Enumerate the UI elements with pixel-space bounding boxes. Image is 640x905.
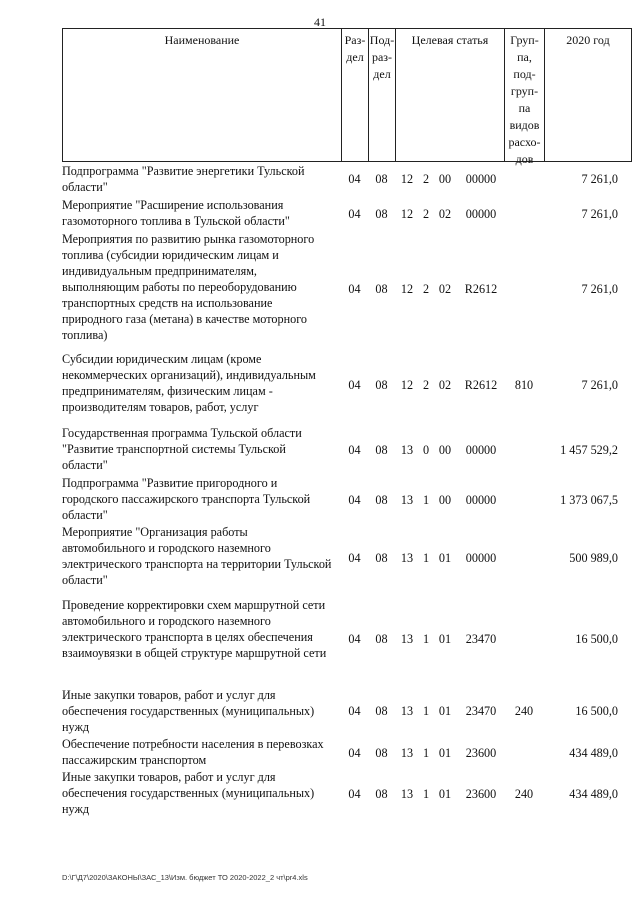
cell-podrazdel: 08 <box>375 172 388 186</box>
cell-target-event: 02 <box>438 207 452 221</box>
header-target: Целевая статья <box>396 29 505 161</box>
header-podrazdel: Под- раз- дел <box>369 29 396 161</box>
cell-target-event: 01 <box>438 746 452 760</box>
cell-name: Подпрограмма "Развитие энергетики Тульской области" <box>62 164 305 194</box>
cell-target-event: 02 <box>438 378 452 392</box>
cell-name: Обеспечение потребности населения в перевозках пассажирским транспортом <box>62 737 324 767</box>
cell-target-event: 00 <box>438 493 452 507</box>
cell-target-program: 12 <box>400 378 414 392</box>
cell-amount-2020: 7 261,0 <box>581 378 618 392</box>
cell-target-direction: R2612 <box>464 282 498 296</box>
cell-razdel: 04 <box>348 551 361 565</box>
cell-podrazdel: 08 <box>375 207 388 221</box>
cell-target-event: 01 <box>438 632 452 646</box>
cell-target-event: 00 <box>438 443 452 457</box>
cell-target-event: 02 <box>438 282 452 296</box>
cell-amount-2020: 16 500,0 <box>575 632 618 646</box>
cell-amount-2020: 434 489,0 <box>569 746 618 760</box>
cell-target-subprogram: 1 <box>422 493 430 507</box>
cell-expense-type: 240 <box>514 704 534 718</box>
cell-target-program: 13 <box>400 443 414 457</box>
cell-amount-2020: 16 500,0 <box>575 704 618 718</box>
cell-target-direction: 00000 <box>465 443 497 457</box>
cell-razdel: 04 <box>348 704 361 718</box>
cell-podrazdel: 08 <box>375 493 388 507</box>
cell-podrazdel: 08 <box>375 632 388 646</box>
cell-target-subprogram: 1 <box>422 787 430 801</box>
cell-podrazdel: 08 <box>375 704 388 718</box>
page-number: 41 <box>314 15 326 29</box>
cell-target-subprogram: 2 <box>422 378 430 392</box>
cell-podrazdel: 08 <box>375 746 388 760</box>
cell-target-subprogram: 1 <box>422 704 430 718</box>
cell-target-direction: 00000 <box>465 493 497 507</box>
cell-amount-2020: 7 261,0 <box>581 172 618 186</box>
cell-target-direction: 00000 <box>465 207 497 221</box>
cell-target-event: 01 <box>438 787 452 801</box>
cell-target-program: 13 <box>400 632 414 646</box>
cell-podrazdel: 08 <box>375 282 388 296</box>
cell-razdel: 04 <box>348 207 361 221</box>
cell-target-program: 13 <box>400 787 414 801</box>
table-header <box>62 28 632 166</box>
header-year: 2020 год <box>566 33 610 47</box>
cell-target-program: 12 <box>400 207 414 221</box>
cell-target-event: 00 <box>438 172 452 186</box>
cell-podrazdel: 08 <box>375 787 388 801</box>
cell-name: Субсидии юридическим лицам (кроме некоммерческих организаций), индивидуальным предпринимателям, физическим лицам - производителям товаров, работ, услуг <box>62 352 316 414</box>
cell-podrazdel: 08 <box>375 443 388 457</box>
cell-razdel: 04 <box>348 443 361 457</box>
cell-target-subprogram: 1 <box>422 632 430 646</box>
cell-target-program: 12 <box>400 282 414 296</box>
header-group: Груп- па, под- груп- па видов расхо- дов <box>505 29 545 161</box>
cell-razdel: 04 <box>348 378 361 392</box>
cell-razdel: 04 <box>348 282 361 296</box>
cell-target-direction: R2612 <box>464 378 498 392</box>
cell-name: Проведение корректировки схем маршрутной сети автомобильного и городского наземного электрического транспорта в целях обеспечения взаимоувязки в общей структуре маршрутной сети <box>62 598 327 660</box>
cell-name: Мероприятия по развитию рынка газомоторного топлива (субсидии юридическим лицам и индивидуальным предпринимателям, выполняющим работы по переоборудованию транспортных средств на использование природного газа (метана) в качестве моторного топлива) <box>62 232 315 342</box>
cell-target-direction: 23600 <box>465 787 497 801</box>
cell-name: Иные закупки товаров, работ и услуг для обеспечения государственных (муниципальных) нужд <box>62 688 315 734</box>
cell-target-event: 01 <box>438 551 452 565</box>
cell-razdel: 04 <box>348 746 361 760</box>
cell-target-event: 01 <box>438 704 452 718</box>
cell-name: Государственная программа Тульской области "Развитие транспортной системы Тульской области" <box>62 426 302 472</box>
cell-podrazdel: 08 <box>375 551 388 565</box>
cell-razdel: 04 <box>348 172 361 186</box>
cell-target-direction: 23470 <box>465 632 497 646</box>
cell-podrazdel: 08 <box>375 378 388 392</box>
cell-expense-type: 240 <box>514 787 534 801</box>
cell-target-subprogram: 2 <box>422 282 430 296</box>
cell-target-subprogram: 1 <box>422 551 430 565</box>
cell-amount-2020: 7 261,0 <box>581 282 618 296</box>
cell-name: Иные закупки товаров, работ и услуг для обеспечения государственных (муниципальных) нужд <box>62 770 315 816</box>
file-path-footer: D:\Г\Д7\2020\ЗАКОНЫ\ЗАС_13\Изм. бюджет ТО 2020-2022_2 чт\pr4.xls <box>62 873 308 882</box>
cell-amount-2020: 1 457 529,2 <box>560 443 618 457</box>
cell-razdel: 04 <box>348 632 361 646</box>
cell-target-direction: 00000 <box>465 172 497 186</box>
cell-target-direction: 23600 <box>465 746 497 760</box>
cell-amount-2020: 434 489,0 <box>569 787 618 801</box>
cell-name: Подпрограмма "Развитие пригородного и городского пассажирского транспорта Тульской области" <box>62 476 311 522</box>
cell-target-program: 13 <box>400 551 414 565</box>
cell-name: Мероприятие "Организация работы автомобильного и городского наземного электрического транспорта на территории Тульской области" <box>62 525 332 587</box>
cell-target-program: 13 <box>400 493 414 507</box>
cell-target-program: 13 <box>400 746 414 760</box>
cell-target-subprogram: 1 <box>422 746 430 760</box>
cell-target-program: 12 <box>400 172 414 186</box>
cell-expense-type: 810 <box>514 378 534 392</box>
cell-amount-2020: 500 989,0 <box>569 551 618 565</box>
cell-target-subprogram: 0 <box>422 443 430 457</box>
cell-target-program: 13 <box>400 704 414 718</box>
cell-razdel: 04 <box>348 493 361 507</box>
cell-target-subprogram: 2 <box>422 207 430 221</box>
cell-razdel: 04 <box>348 787 361 801</box>
cell-target-direction: 23470 <box>465 704 497 718</box>
header-name: Наименование <box>63 29 342 161</box>
cell-amount-2020: 7 261,0 <box>581 207 618 221</box>
cell-target-subprogram: 2 <box>422 172 430 186</box>
cell-name: Мероприятие "Расширение использования газомоторного топлива в Тульской области" <box>62 198 290 228</box>
cell-amount-2020: 1 373 067,5 <box>560 493 618 507</box>
header-razdel: Раз- дел <box>342 29 369 161</box>
cell-target-direction: 00000 <box>465 551 497 565</box>
